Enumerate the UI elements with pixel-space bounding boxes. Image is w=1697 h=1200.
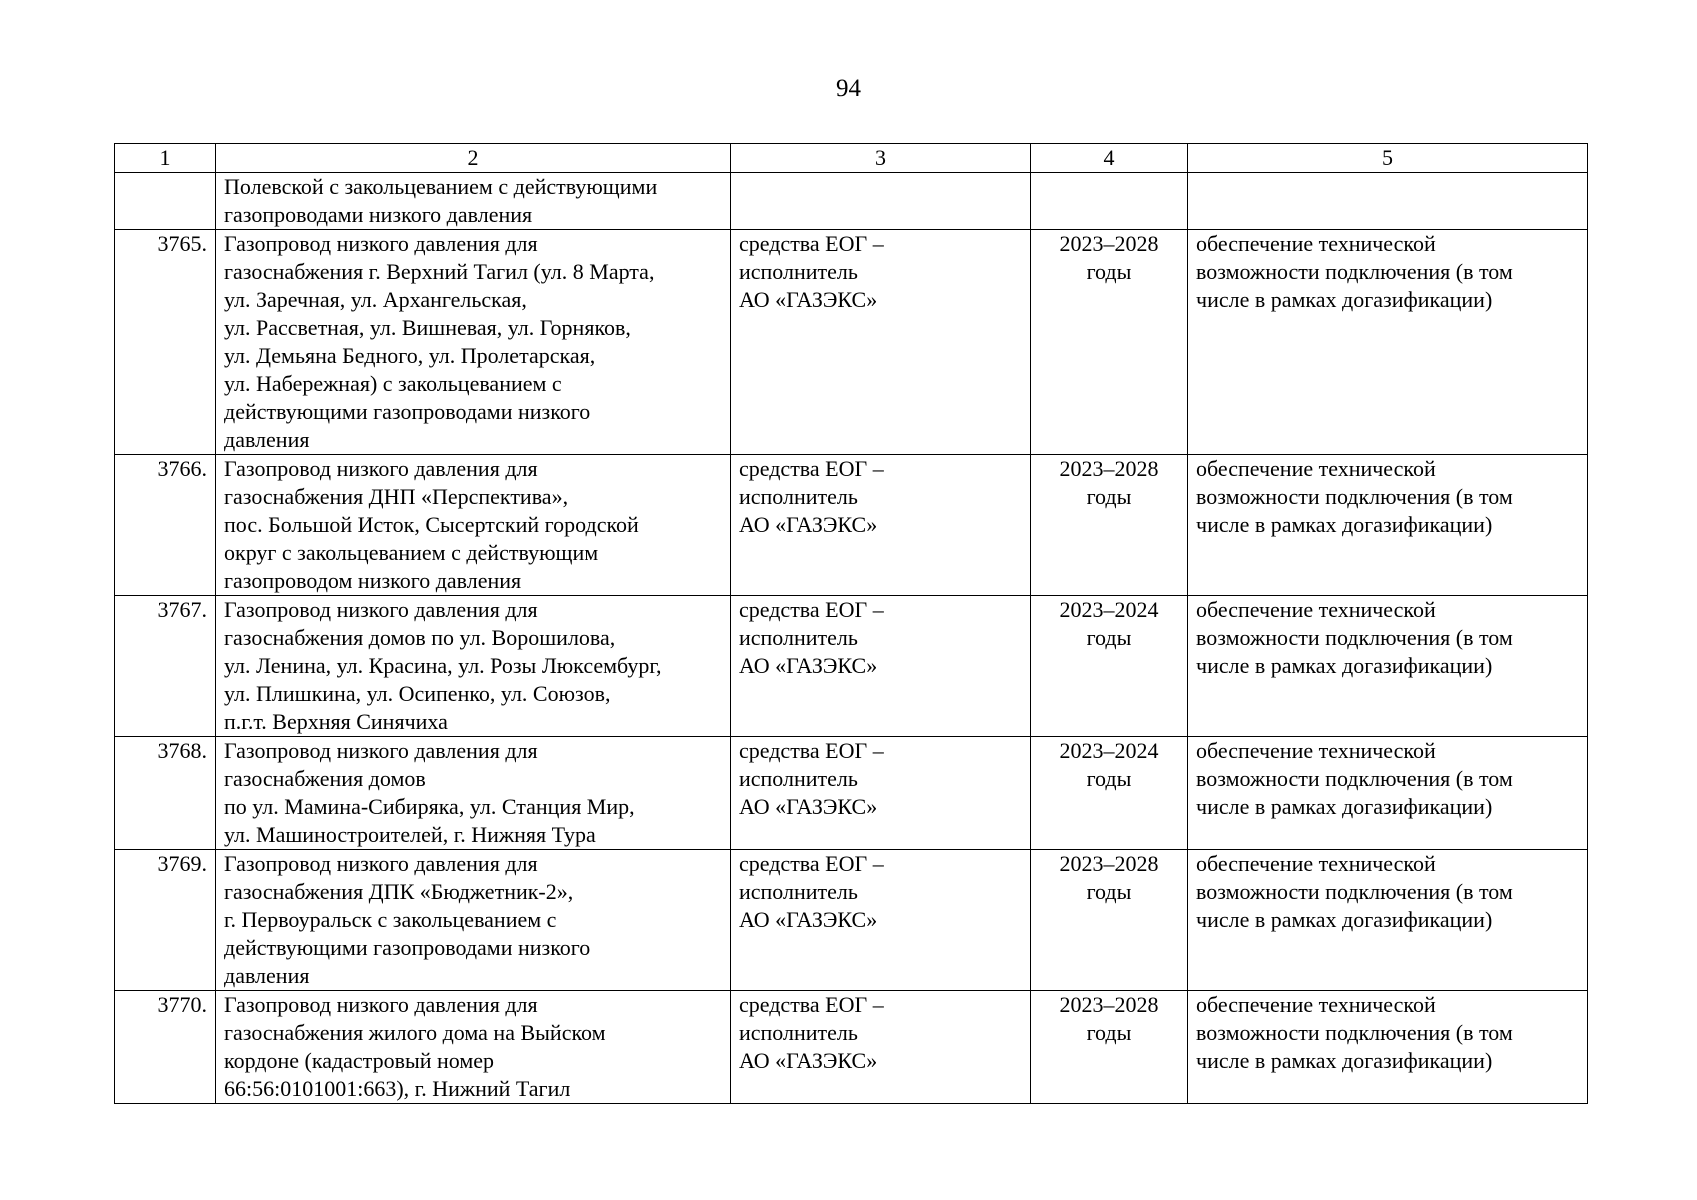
funding-source-cell bbox=[731, 991, 1031, 1104]
object-name-cell bbox=[216, 455, 731, 596]
period-cell bbox=[1031, 173, 1188, 230]
funding-source-cell bbox=[731, 230, 1031, 455]
purpose-cell bbox=[1188, 230, 1588, 455]
row-number: 3766. bbox=[115, 455, 216, 596]
row-number: 3769. bbox=[115, 850, 216, 991]
purpose: обеспечение технической возможности подключения (в том числе в рамках догазификации) bbox=[1196, 992, 1513, 1073]
funding-source: средства ЕОГ – исполнитель АО «ГАЗЭКС» bbox=[739, 738, 884, 819]
column-header-4: 4 bbox=[1031, 144, 1188, 173]
period-cell bbox=[1031, 991, 1188, 1104]
object-name: Газопровод низкого давления для газоснабжения г. Верхний Тагил (ул. 8 Марта, ул. Заречная, ул. Архангельская, ул. Рассветная, ул. Вишневая, ул. Горняков, ул. Демьяна Бедного, ул. Пролетарская, ул. Набережная) с закольцеванием с действующими газопроводами низкого давления bbox=[224, 231, 655, 452]
purpose: обеспечение технической возможности подключения (в том числе в рамках догазификации) bbox=[1196, 456, 1513, 537]
column-header-3: 3 bbox=[731, 144, 1031, 173]
period-cell bbox=[1031, 455, 1188, 596]
table-row bbox=[115, 850, 1588, 991]
funding-source: средства ЕОГ – исполнитель АО «ГАЗЭКС» bbox=[739, 456, 884, 537]
period: 2023–2028 годы bbox=[1059, 851, 1159, 904]
object-name-cell bbox=[216, 596, 731, 737]
table-row bbox=[115, 737, 1588, 850]
object-name-cell bbox=[216, 230, 731, 455]
funding-source-cell bbox=[731, 173, 1031, 230]
funding-source: средства ЕОГ – исполнитель АО «ГАЗЭКС» bbox=[739, 231, 884, 312]
purpose-cell bbox=[1188, 173, 1588, 230]
table-row-continuation bbox=[115, 173, 1588, 230]
funding-source: средства ЕОГ – исполнитель АО «ГАЗЭКС» bbox=[739, 851, 884, 932]
object-name-cell bbox=[216, 737, 731, 850]
object-name-cell bbox=[216, 991, 731, 1104]
purpose: обеспечение технической возможности подключения (в том числе в рамках догазификации) bbox=[1196, 231, 1513, 312]
funding-source-cell bbox=[731, 737, 1031, 850]
object-name: Газопровод низкого давления для газоснабжения ДНП «Перспектива», пос. Большой Исток, Сысертский городской округ с закольцеванием с действующим газопроводом низкого давления bbox=[224, 456, 639, 593]
table-row bbox=[115, 455, 1588, 596]
purpose-cell bbox=[1188, 991, 1588, 1104]
funding-source: средства ЕОГ – исполнитель АО «ГАЗЭКС» bbox=[739, 992, 884, 1073]
period-cell bbox=[1031, 850, 1188, 991]
purpose-cell bbox=[1188, 850, 1588, 991]
period: 2023–2028 годы bbox=[1059, 992, 1159, 1045]
row-number-cell bbox=[115, 173, 216, 230]
period: 2023–2028 годы bbox=[1059, 456, 1159, 509]
object-name: Газопровод низкого давления для газоснабжения домов по ул. Мамина-Сибиряка, ул. Станция Мир, ул. Машиностроителей, г. Нижняя Тура bbox=[224, 738, 635, 847]
period: 2023–2028 годы bbox=[1059, 231, 1159, 284]
row-number: 3765. bbox=[115, 230, 216, 455]
purpose: обеспечение технической возможности подключения (в том числе в рамках догазификации) bbox=[1196, 851, 1513, 932]
column-header-1: 1 bbox=[115, 144, 216, 173]
funding-source-cell bbox=[731, 850, 1031, 991]
object-name: Газопровод низкого давления для газоснабжения ДПК «Бюджетник-2», г. Первоуральск с закольцеванием с действующими газопроводами низкого давления bbox=[224, 851, 591, 988]
page-number: 94 bbox=[836, 75, 861, 102]
document-table bbox=[114, 143, 1588, 1104]
table-header-row bbox=[115, 144, 1588, 173]
object-name: Газопровод низкого давления для газоснабжения жилого дома на Выйском кордоне (кадастровый номер 66:56:0101001:663), г. Нижний Тагил bbox=[224, 992, 606, 1101]
funding-source: средства ЕОГ – исполнитель АО «ГАЗЭКС» bbox=[739, 597, 884, 678]
object-name-cell bbox=[216, 173, 731, 230]
purpose-cell bbox=[1188, 737, 1588, 850]
column-header-2: 2 bbox=[216, 144, 731, 173]
row-number: 3767. bbox=[115, 596, 216, 737]
object-name-cell bbox=[216, 850, 731, 991]
period-cell bbox=[1031, 596, 1188, 737]
period-cell bbox=[1031, 737, 1188, 850]
table-row bbox=[115, 991, 1588, 1104]
funding-source-cell bbox=[731, 455, 1031, 596]
funding-source-cell bbox=[731, 596, 1031, 737]
purpose: обеспечение технической возможности подключения (в том числе в рамках догазификации) bbox=[1196, 738, 1513, 819]
table-row bbox=[115, 596, 1588, 737]
row-number: 3768. bbox=[115, 737, 216, 850]
period: 2023–2024 годы bbox=[1059, 597, 1159, 650]
purpose: обеспечение технической возможности подключения (в том числе в рамках догазификации) bbox=[1196, 597, 1513, 678]
purpose-cell bbox=[1188, 596, 1588, 737]
period: 2023–2024 годы bbox=[1059, 738, 1159, 791]
row-number: 3770. bbox=[115, 991, 216, 1104]
object-name: Полевской с закольцеванием с действующими газопроводами низкого давления bbox=[224, 174, 658, 227]
table-row bbox=[115, 230, 1588, 455]
object-name: Газопровод низкого давления для газоснабжения домов по ул. Ворошилова, ул. Ленина, ул. Красина, ул. Розы Люксембург, ул. Плишкина, ул. Осипенко, ул. Союзов, п.г.т. Верхняя Синячиха bbox=[224, 597, 662, 734]
period-cell bbox=[1031, 230, 1188, 455]
column-header-5: 5 bbox=[1188, 144, 1588, 173]
purpose-cell bbox=[1188, 455, 1588, 596]
